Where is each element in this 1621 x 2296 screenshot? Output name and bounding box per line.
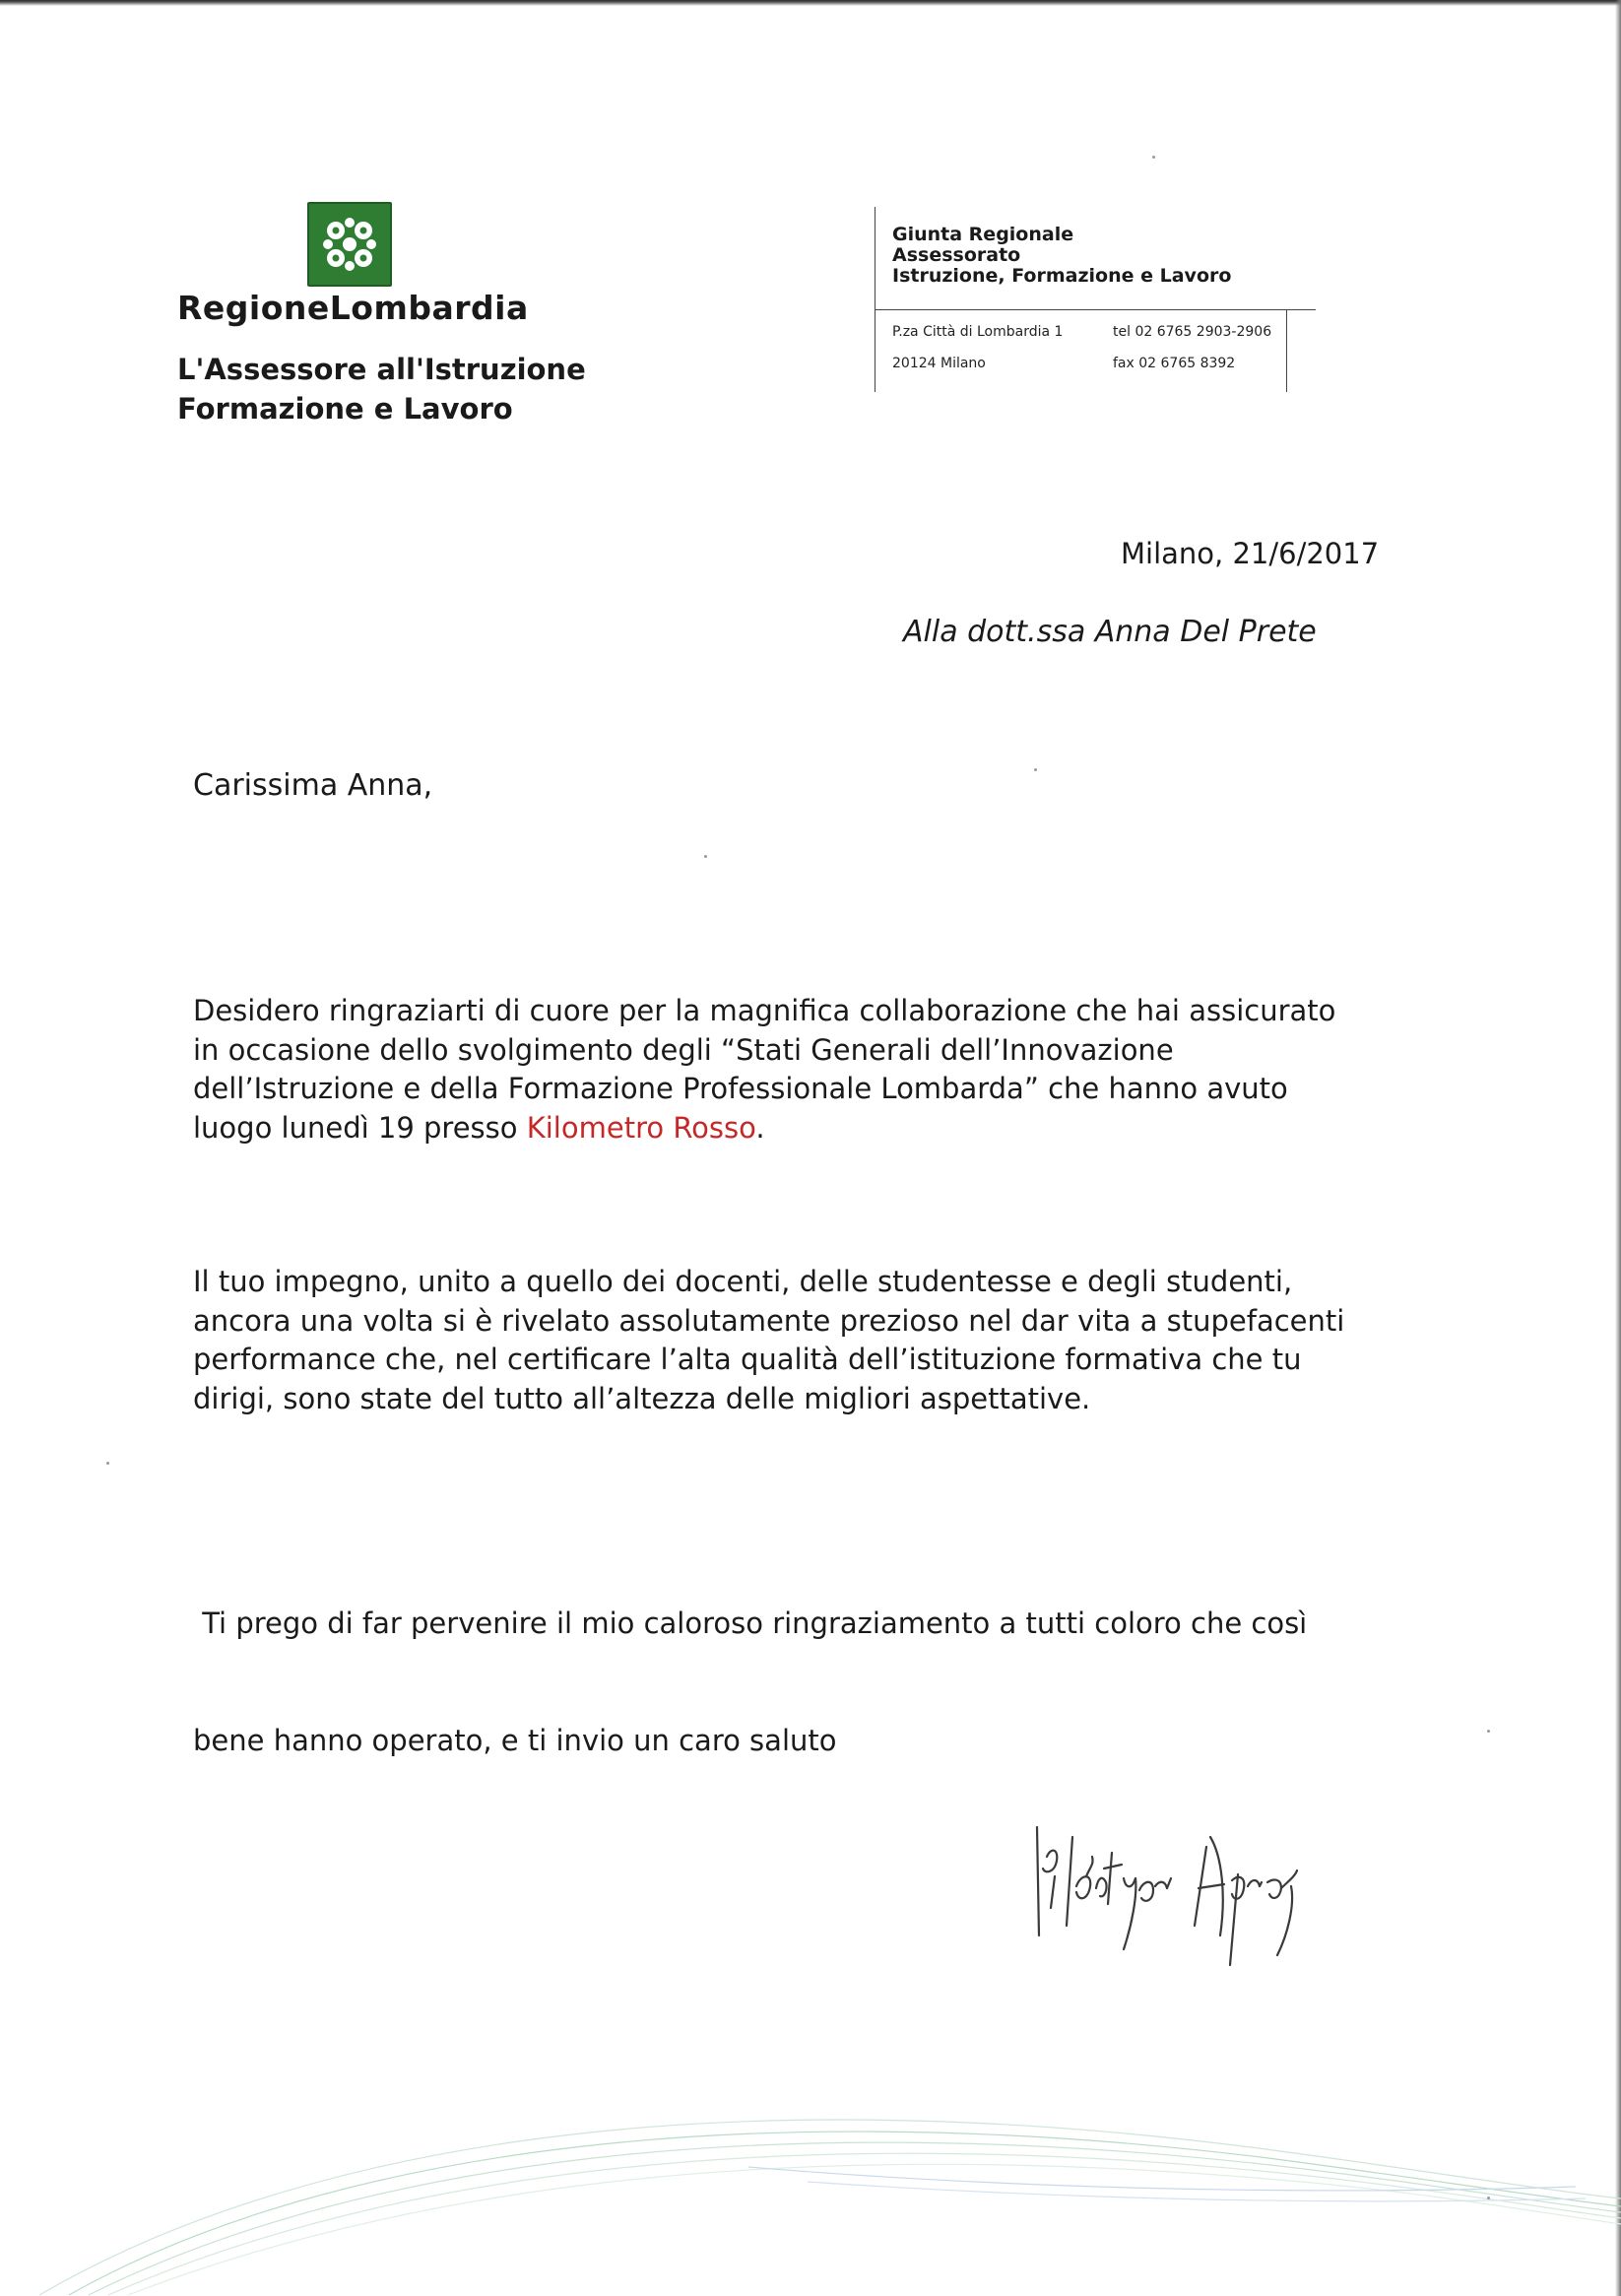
info-line-department: Istruzione, Formazione e Lavoro — [892, 265, 1232, 287]
scan-edge-right — [1615, 0, 1621, 2296]
paragraph-1-line-4-prefix: luogo lunedì 19 presso — [193, 1110, 527, 1145]
scan-speck — [704, 855, 707, 858]
paragraph-2-line-1: Il tuo impegno, unito a quello dei docenti, delle studentesse e degli studenti, — [193, 1265, 1293, 1298]
letter-recipient: Alla dott.ssa Anna Del Prete — [903, 615, 1317, 649]
info-box-right-rule — [1286, 309, 1287, 392]
logo-wordmark: RegioneLombardia — [177, 289, 529, 327]
scan-speck — [1487, 1730, 1490, 1733]
paragraph-2-line-4: dirigi, sono state del tutto all’altezza delle migliori aspettative. — [193, 1381, 1091, 1415]
fax-number: fax 02 6765 8392 — [1113, 356, 1236, 371]
info-line-assessorato: Assessorato — [892, 244, 1021, 266]
office-title — [177, 350, 586, 428]
office-title-line1: L'Assessore all'Istruzione — [177, 353, 586, 386]
paragraph-3-line-1: Ti prego di far pervenire il mio caloroso ringraziamento a tutti coloro che così — [193, 1607, 1308, 1640]
scan-speck — [1487, 2197, 1490, 2199]
paragraph-1-line-4-suffix: . — [755, 1110, 765, 1145]
body-paragraph-2 — [193, 1263, 1473, 1418]
paragraph-1-line-3: dell’Istruzione e della Formazione Professionale Lombarda” che hanno avuto — [193, 1072, 1288, 1105]
info-box-horizontal-rule — [875, 309, 1316, 310]
header-info-box — [875, 205, 1288, 392]
telephone-number: tel 02 6765 2903-2906 — [1113, 324, 1272, 340]
body-paragraph-3 — [193, 1527, 1473, 1800]
address-street: P.za Città di Lombardia 1 — [892, 324, 1064, 340]
paragraph-2-line-2: ancora una volta si è rivelato assolutamente prezioso nel dar vita a stupefacenti — [193, 1303, 1345, 1338]
paragraph-1-line-2: in occasione dello svolgimento degli “Stati Generali dell’Innovazione — [193, 1032, 1174, 1067]
address-city: 20124 Milano — [892, 356, 986, 371]
footer-wave-decoration — [0, 2049, 1621, 2296]
office-title-line2: Formazione e Lavoro — [177, 392, 513, 426]
info-box-heading — [892, 225, 1231, 287]
paragraph-1-line-1: Desidero ringraziarti di cuore per la magnifica collaborazione che hai assicurato — [193, 994, 1336, 1027]
body-paragraph-1 — [193, 992, 1473, 1148]
paragraph-3-line-2: bene hanno operato, e ti invio un caro saluto — [193, 1723, 837, 1757]
scan-speck — [1034, 768, 1037, 771]
paragraph-2-line-3: performance che, nel certificare l’alta qualità dell’istituzione formativa che tu — [193, 1343, 1302, 1376]
info-line-giunta: Giunta Regionale — [892, 224, 1074, 245]
handwritten-signature — [1029, 1817, 1394, 1995]
scan-speck — [106, 1462, 109, 1465]
venue-name: Kilometro Rosso — [526, 1110, 756, 1145]
scan-speck — [1152, 156, 1155, 159]
scan-edge-top — [0, 0, 1621, 6]
paragraph-1-line-4 — [193, 1109, 1473, 1148]
letter-date: Milano, 21/6/2017 — [1121, 537, 1380, 570]
salutation: Carissima Anna, — [193, 768, 433, 803]
rosa-camuna-icon — [307, 202, 392, 287]
